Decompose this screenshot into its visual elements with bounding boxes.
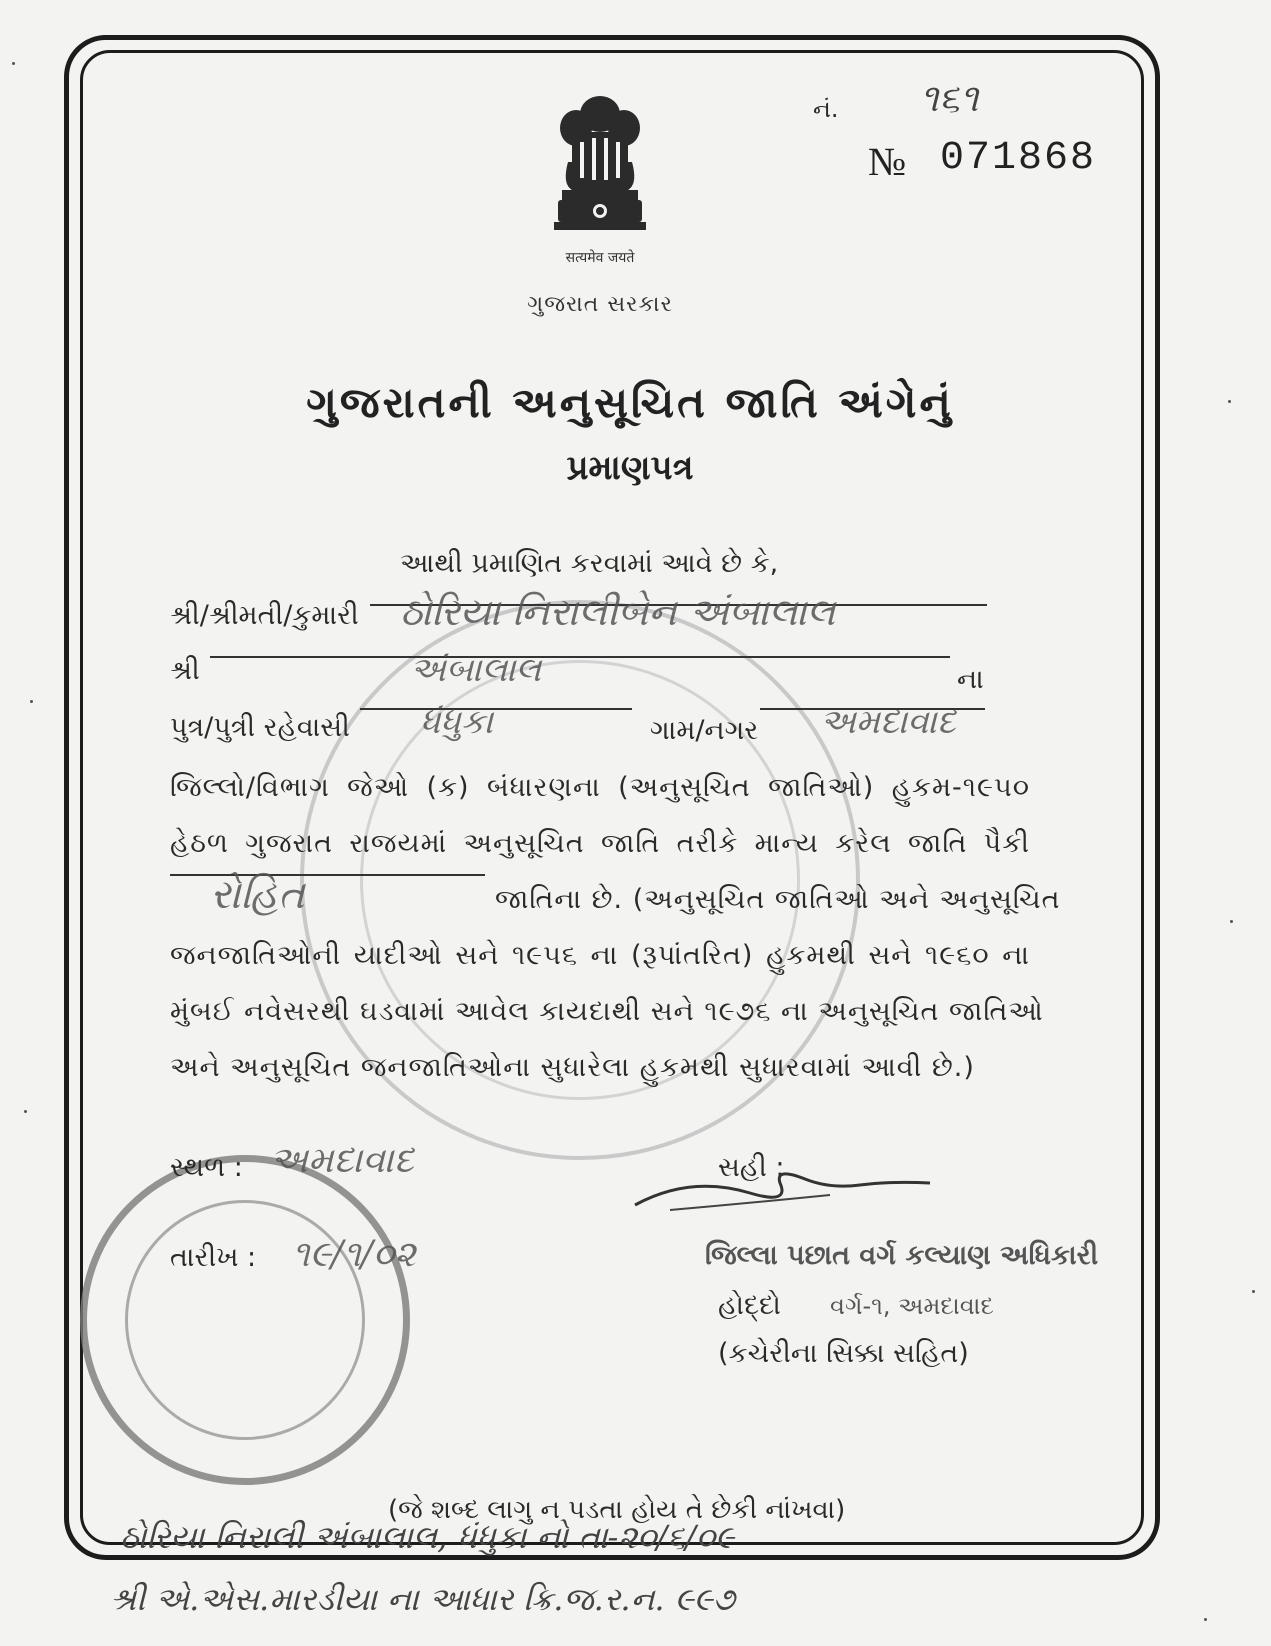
village-value: અમદાવાદ bbox=[820, 702, 956, 742]
serial-handwritten: ૧૬૧ bbox=[920, 76, 979, 120]
signature-scribble bbox=[630, 1155, 950, 1225]
office-seal-note: (કચેરીના સિક્કા સહિત) bbox=[718, 1338, 969, 1369]
serial-prefix: નં. bbox=[813, 95, 839, 123]
resident-label: પુત્ર/પુત્રી રહેવાસી bbox=[170, 712, 350, 743]
certificate-subtitle: પ્રમાણપત્ર bbox=[566, 448, 694, 488]
officer-title: જિલ્લા પછાત વર્ગ કલ્યાણ અધિકારી bbox=[705, 1240, 1099, 1271]
father-label: શ્રી bbox=[170, 655, 200, 686]
designation-label: હોદ્દો bbox=[718, 1290, 781, 1321]
date-value: ૧૯/૧/૦૨ bbox=[292, 1234, 416, 1275]
district-line: જિલ્લો/વિભાગ જેઓ (ક) બંધારણના (અનુસૂચિત જાતિઓ) હુકમ-૧૯૫૦ bbox=[170, 772, 1030, 803]
resident-underline bbox=[360, 708, 632, 710]
certificate-title: ગુજરાતની અનુસૂચિત જાતિ અંગેનું bbox=[306, 378, 954, 427]
lists-line: જનજાતિઓની યાદીઓ સને ૧૯૫૬ ના (રૂપાંતરિત) હુકમથી સને ૧૯૬૦ ના bbox=[170, 940, 1030, 971]
caste-suffix: જાતિના છે. (અનુસૂચિત જાતિઓ અને અનુસૂચિત bbox=[495, 884, 1061, 915]
state-line: હેઠળ ગુજરાત રાજયમાં અનુસૂચિત જાતિ તરીકે માન્ય કરેલ જાતિ પૈકી bbox=[170, 828, 1030, 859]
place-value: અમદાવાદ bbox=[270, 1140, 414, 1181]
certificate-number: 071868 bbox=[940, 136, 1097, 181]
amended-line: અને અનુસૂચિત જનજાતિઓના સુધારેલા હુકમથી સુધારવામાં આવી છે.) bbox=[170, 1052, 975, 1083]
government-name: ગુજરાત સરકાર bbox=[527, 292, 673, 317]
state-emblem-icon bbox=[548, 92, 652, 242]
father-suffix: ના bbox=[957, 664, 984, 695]
name-value: ઠોરિયા નિરાલીબેન અંબાલાલ bbox=[400, 590, 836, 634]
footer-instruction: (જે શબ્દ લાગુ ન પડતા હોય તે છેકી નાંખવા) bbox=[388, 1495, 846, 1525]
village-label: ગામ/નગર bbox=[650, 715, 759, 746]
designation-value: વર્ગ-૧, અમદાવાદ bbox=[830, 1292, 994, 1320]
handwritten-note-2: શ્રી એ.એસ.મારડીયા ના આધાર ક્રિ.જ.ર.ન. ૯૯૭ bbox=[110, 1580, 735, 1618]
name-label: શ્રી/શ્રીમતી/કુમારી bbox=[170, 600, 359, 631]
resident-value: ધંધુકા bbox=[420, 702, 494, 742]
caste-value: રોહિત bbox=[210, 872, 305, 918]
bombay-line: મુંબઈ નવેસરથી ઘડવામાં આવેલ કાયદાથી સને ૧૯૭૬ ના અનુસૂચિત જાતિઓ bbox=[170, 996, 1044, 1027]
father-value: અંબાલાલ bbox=[410, 650, 542, 690]
intro-text: આથી પ્રમાણિત કરવામાં આવે છે કે, bbox=[400, 548, 779, 579]
sign-label: સહી : bbox=[718, 1152, 785, 1183]
handwritten-note-1: ઠોરિયા નિરાલી અંબાલાલ, ધંધુકા નો તા-૨૦/૬/૦૯ bbox=[120, 1518, 735, 1556]
date-label: તારીખ : bbox=[170, 1242, 257, 1273]
place-label: સ્થળ : bbox=[170, 1152, 243, 1183]
emblem-motto: सत्यमेव जयते bbox=[565, 250, 635, 266]
father-underline bbox=[210, 656, 950, 658]
certificate-number-label: № bbox=[868, 139, 907, 184]
